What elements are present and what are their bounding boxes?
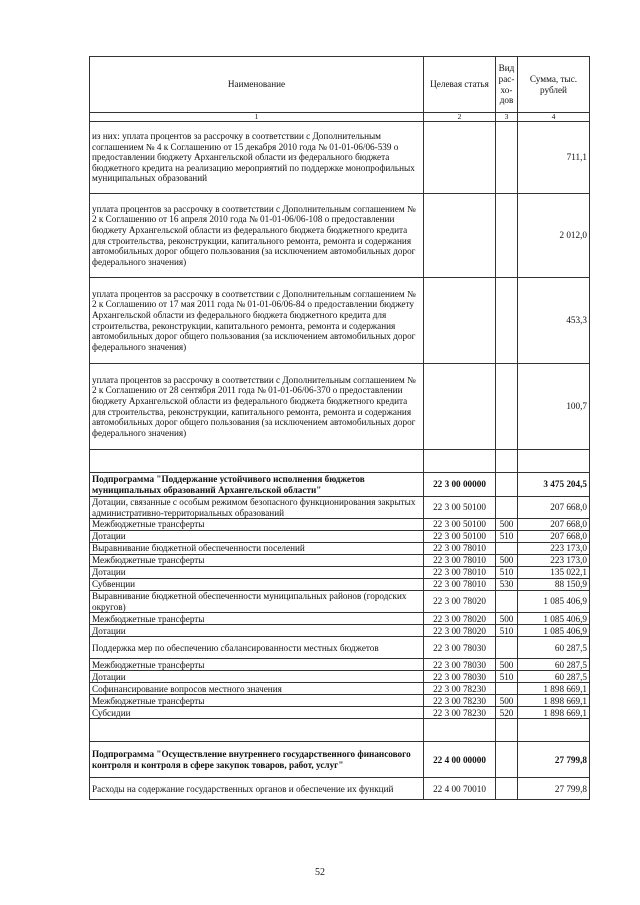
row-expense-type: 500 [496, 613, 518, 625]
row-amount [518, 719, 590, 742]
table-row [90, 637, 590, 659]
table-row [90, 519, 590, 531]
table-row [90, 278, 590, 364]
row-target-code: 22 3 00 50100 [424, 531, 496, 543]
row-target-code [424, 122, 496, 194]
row-expense-type [496, 591, 518, 613]
row-amount: 2 012,0 [518, 194, 590, 278]
table-row [90, 778, 590, 800]
row-amount: 88 150,9 [518, 579, 590, 591]
row-expense-type [496, 473, 518, 497]
row-target-code: 22 3 00 78010 [424, 543, 496, 555]
table-row [90, 531, 590, 543]
row-expense-type: 500 [496, 695, 518, 707]
table-row [90, 591, 590, 613]
row-expense-type: 510 [496, 531, 518, 543]
row-name: Выравнивание бюджетной обеспеченности поселений [90, 543, 424, 555]
row-amount: 27 799,8 [518, 778, 590, 800]
row-name: Дотации [90, 625, 424, 637]
header-code: Целевая статья [424, 57, 496, 113]
row-target-code: 22 3 00 78010 [424, 567, 496, 579]
header-row [90, 57, 590, 113]
table-row [90, 497, 590, 519]
row-target-code: 22 4 00 00000 [424, 742, 496, 778]
row-name: уплата процентов за рассрочку в соответствии с Дополнительным соглашением № 2 к Соглашению от 28 сентября 2011 года № 01-01-06/06-370 о предоставлении бюджету Архангельской области из федерального бюджета бюджетного кредита для строительства, реконструкции, капитального ремонта, ремонта и содержания автомобильных дорог общего пользования (за исключением автомобильных дорог федерального значения) [90, 364, 424, 450]
row-amount: 207 668,0 [518, 497, 590, 519]
row-name: Межбюджетные трансферты [90, 519, 424, 531]
row-expense-type [496, 364, 518, 450]
row-name: Межбюджетные трансферты [90, 695, 424, 707]
row-amount: 135 022,1 [518, 567, 590, 579]
row-target-code [424, 278, 496, 364]
table-body [90, 122, 590, 800]
row-expense-type [496, 742, 518, 778]
table-row [90, 364, 590, 450]
row-target-code: 22 3 00 78010 [424, 555, 496, 567]
row-expense-type: 500 [496, 519, 518, 531]
row-amount: 1 085 406,9 [518, 625, 590, 637]
column-number: 2 [424, 113, 496, 122]
table-row [90, 683, 590, 695]
row-expense-type [496, 194, 518, 278]
row-target-code [424, 450, 496, 473]
row-amount: 3 475 204,5 [518, 473, 590, 497]
row-target-code: 22 3 00 78010 [424, 579, 496, 591]
row-amount: 1 085 406,9 [518, 591, 590, 613]
row-target-code [424, 719, 496, 742]
row-name: уплата процентов за рассрочку в соответствии с Дополнительным соглашением № 2 к Соглашению от 17 мая 2011 года № 01-01-06/06-84 о предоставлении бюджету Архангельской области из федерального бюджета бюджетного кредита для строительства, реконструкции, капитального ремонта, ремонта и содержания автомобильных дорог общего пользования (за исключением автомобильных дорог федерального значения) [90, 278, 424, 364]
row-name: Подпрограмма "Поддержание устойчивого исполнения бюджетов муниципальных образований Архангельской области" [90, 473, 424, 497]
column-number: 1 [90, 113, 424, 122]
row-expense-type: 510 [496, 625, 518, 637]
row-expense-type [496, 637, 518, 659]
table-row [90, 671, 590, 683]
row-expense-type [496, 543, 518, 555]
row-name: Поддержка мер по обеспечению сбалансированности местных бюджетов [90, 637, 424, 659]
row-target-code [424, 364, 496, 450]
row-target-code: 22 3 00 78230 [424, 707, 496, 719]
row-expense-type [496, 497, 518, 519]
row-amount: 453,3 [518, 278, 590, 364]
row-name: Межбюджетные трансферты [90, 555, 424, 567]
row-target-code: 22 3 00 50100 [424, 497, 496, 519]
row-name: Выравнивание бюджетной обеспеченности муниципальных районов (городских округов) [90, 591, 424, 613]
spacer-row [90, 719, 590, 742]
row-name: Субсидии [90, 707, 424, 719]
row-target-code: 22 3 00 78030 [424, 671, 496, 683]
row-expense-type: 530 [496, 579, 518, 591]
row-target-code: 22 3 00 78020 [424, 591, 496, 613]
row-amount: 223 173,0 [518, 555, 590, 567]
row-amount: 207 668,0 [518, 519, 590, 531]
row-target-code: 22 3 00 78020 [424, 625, 496, 637]
table-row [90, 659, 590, 671]
budget-table [89, 56, 590, 800]
table-row [90, 567, 590, 579]
row-amount: 1 898 669,1 [518, 683, 590, 695]
row-name: Межбюджетные трансферты [90, 659, 424, 671]
table-row [90, 555, 590, 567]
row-amount: 1 898 669,1 [518, 695, 590, 707]
row-name [90, 719, 424, 742]
row-expense-type [496, 278, 518, 364]
row-name: Дотации [90, 567, 424, 579]
row-amount [518, 450, 590, 473]
table-row [90, 543, 590, 555]
row-amount: 60 287,5 [518, 637, 590, 659]
row-expense-type: 520 [496, 707, 518, 719]
row-expense-type: 510 [496, 567, 518, 579]
row-amount: 60 287,5 [518, 671, 590, 683]
row-expense-type [496, 778, 518, 800]
page-number: 52 [315, 867, 325, 878]
table-row [90, 579, 590, 591]
table-row [90, 742, 590, 778]
row-target-code: 22 3 00 78230 [424, 683, 496, 695]
row-name: Субвенции [90, 579, 424, 591]
column-number-row [90, 113, 590, 122]
header-sum: Сумма, тыс. рублей [518, 57, 590, 113]
row-name [90, 450, 424, 473]
row-amount: 223 173,0 [518, 543, 590, 555]
row-name: Дотации, связанные с особым режимом безопасного функционирования закрытых административно-территориальных образований [90, 497, 424, 519]
row-name: Межбюджетные трансферты [90, 613, 424, 625]
row-expense-type: 500 [496, 555, 518, 567]
row-name: Дотации [90, 671, 424, 683]
spacer-row [90, 450, 590, 473]
row-expense-type [496, 719, 518, 742]
table-row [90, 613, 590, 625]
table-row [90, 194, 590, 278]
table-row [90, 625, 590, 637]
row-expense-type: 500 [496, 659, 518, 671]
row-target-code: 22 3 00 00000 [424, 473, 496, 497]
table-row [90, 473, 590, 497]
row-name: уплата процентов за рассрочку в соответствии с Дополнительным соглашением № 2 к Соглашению от 16 апреля 2010 года № 01-01-06/06-108 о предоставлении бюджету Архангельской области из федерального бюджета бюджетного кредита для строительства, реконструкции, капитального ремонта, ремонта и содержания автомобильных дорог общего пользования (за исключением автомобильных дорог федерального значения) [90, 194, 424, 278]
row-expense-type [496, 683, 518, 695]
row-target-code: 22 3 00 78030 [424, 659, 496, 671]
row-name: Расходы на содержание государственных органов и обеспечение их функций [90, 778, 424, 800]
row-amount: 1 898 669,1 [518, 707, 590, 719]
table-row [90, 695, 590, 707]
row-amount: 1 085 406,9 [518, 613, 590, 625]
row-amount: 27 799,8 [518, 742, 590, 778]
column-number: 3 [496, 113, 518, 122]
row-expense-type [496, 450, 518, 473]
row-name: из них: уплата процентов за рассрочку в соответствии с Дополнительным соглашением № 4 к Соглашению от 15 декабря 2010 года № 01-01-06/06-539 о предоставлении бюджету Архангельской области из федерального бюджета бюджетного кредита на реализацию мероприятий по поддержке монопрофильных муниципальных образований [90, 122, 424, 194]
table-row [90, 122, 590, 194]
row-expense-type: 510 [496, 671, 518, 683]
row-target-code: 22 3 00 78020 [424, 613, 496, 625]
column-number: 4 [518, 113, 590, 122]
row-target-code: 22 4 00 70010 [424, 778, 496, 800]
table-row [90, 707, 590, 719]
row-expense-type [496, 122, 518, 194]
row-amount: 100,7 [518, 364, 590, 450]
row-name: Подпрограмма "Осуществление внутреннего государственного финансового контроля и контроля в сфере закупок товаров, работ, услуг" [90, 742, 424, 778]
row-target-code: 22 3 00 50100 [424, 519, 496, 531]
header-name: Наименование [90, 57, 424, 113]
row-target-code: 22 3 00 78030 [424, 637, 496, 659]
row-name: Дотации [90, 531, 424, 543]
row-name: Софинансирование вопросов местного значения [90, 683, 424, 695]
row-target-code: 22 3 00 78230 [424, 695, 496, 707]
row-amount: 207 668,0 [518, 531, 590, 543]
row-amount: 60 287,5 [518, 659, 590, 671]
row-amount: 711,1 [518, 122, 590, 194]
header-vid: Вид рас- хо- дов [496, 57, 518, 113]
row-target-code [424, 194, 496, 278]
